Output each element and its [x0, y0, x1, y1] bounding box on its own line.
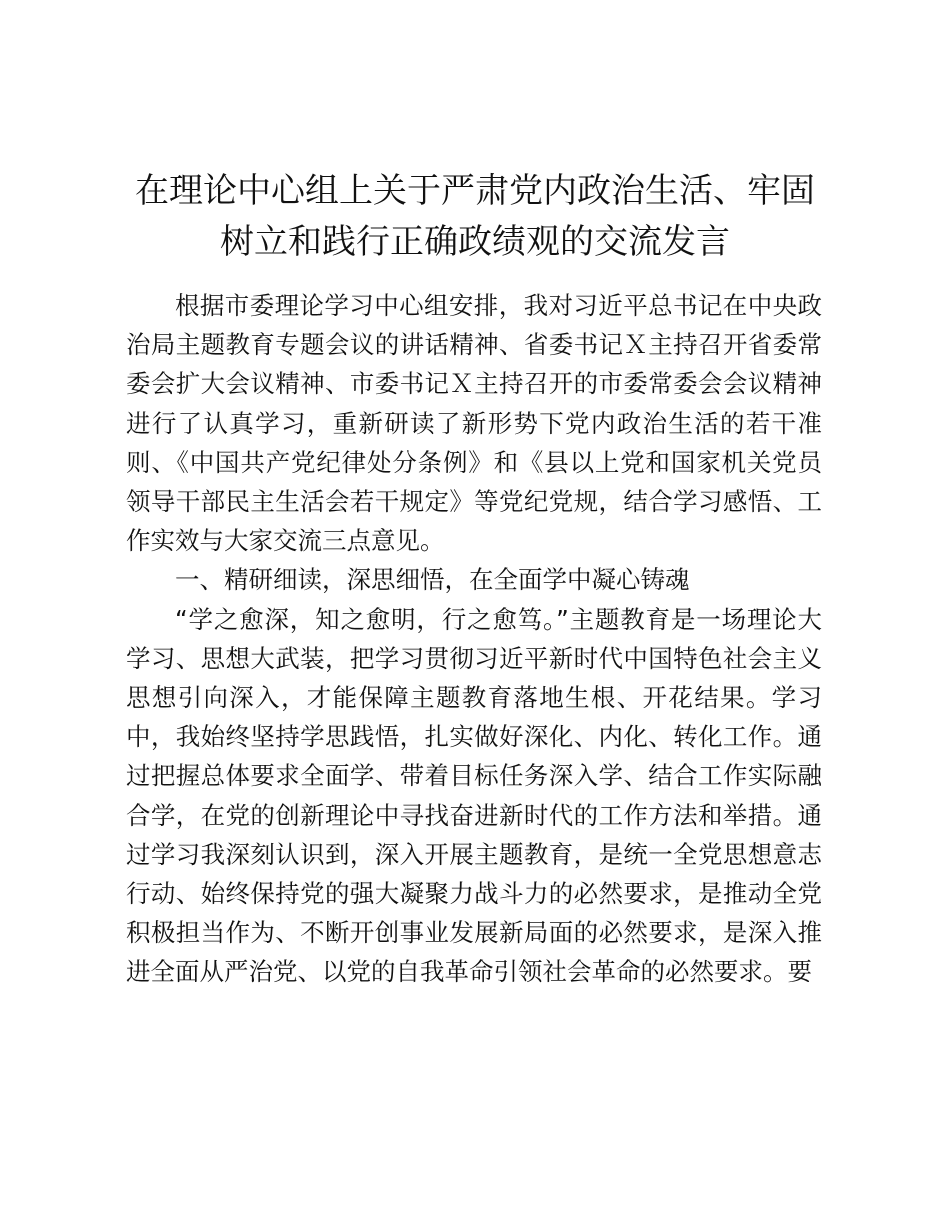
paragraph-intro: 根据市委理论学习中心组安排，我对习近平总书记在中央政治局主题教育专题会议的讲话精神、省委书记Ｘ主持召开省委常委会扩大会议精神、市委书记Ｘ主持召开的市委常委会会议精神进行了认真学习，重新研读了新形势下党内政治生活的若干准则、《中国共产党纪律处分条例》和《县以上党和国家机关党员领导干部民主生活会若干规定》等党纪党规，结合学习感悟、工作实效与大家交流三点意见。: [126, 291, 822, 556]
document-body: [126, 286, 822, 992]
paragraph-section-1: “学之愈深，知之愈明，行之愈笃。”主题教育是一场理论大学习、思想大武装，把学习贯彻习近平新时代中国特色社会主义思想引向深入，才能保障主题教育落地生根、开花结果。学习中，我始终坚持学思践悟，扎实做好深化、内化、转化工作。通过把握总体要求全面学、带着目标任务深入学、结合工作实际融合学，在党的创新理论中寻找奋进新时代的工作方法和举措。通过学习我深刻认识到，深入开展主题教育，是统一全党思想意志行动、始终保持党的强大凝聚力战斗力的必然要求，是推动全党积极担当作为、不断开创事业发展新局面的必然要求，是深入推进全面从严治党、以党的自我革命引领社会革命的必然要求。要: [126, 604, 822, 987]
section-heading-1: 一、精研细读，深思细悟，在全面学中凝心铸魂: [175, 565, 690, 595]
document-title-line-1: 在理论中心组上关于严肃党内政治生活、牢固: [135, 171, 815, 211]
document-title-line-2: 树立和践行正确政绩观的交流发言: [220, 222, 730, 262]
